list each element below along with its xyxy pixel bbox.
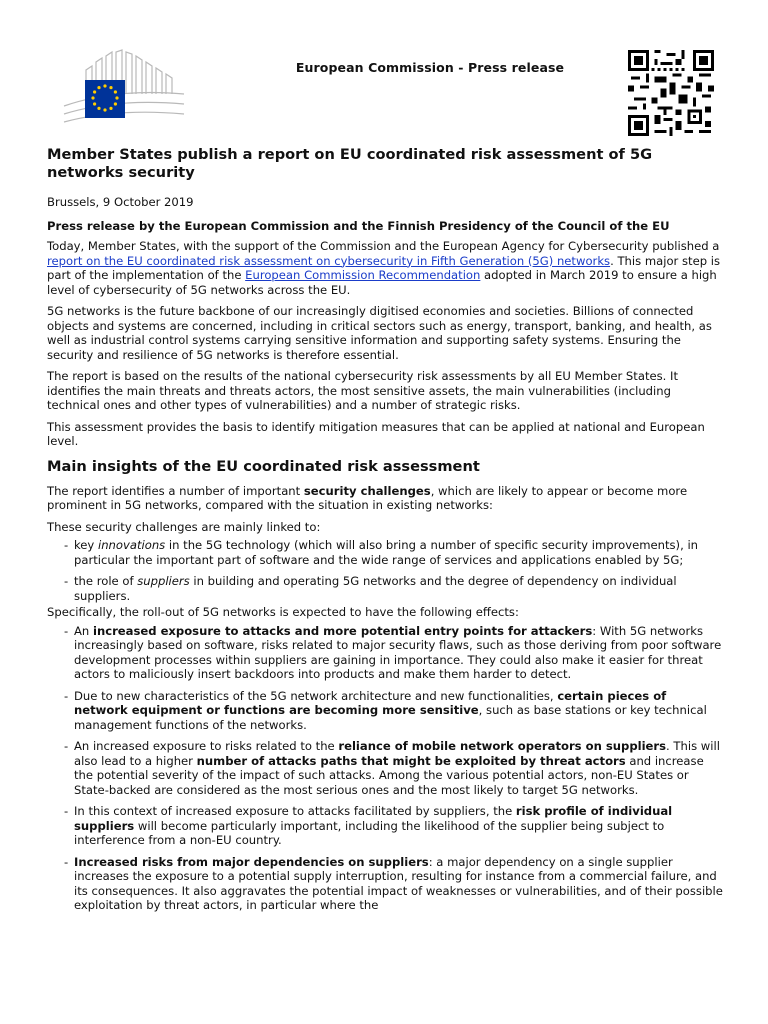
header-title: European Commission - Press release bbox=[295, 60, 565, 75]
paragraph-intro: Today, Member States, with the support of the Commission and the European Agency for Cybersecurity published a report on the EU coordinated risk assessment on cybersecurity in Fifth Generation (5G) networks. This major step is part of the implementation of the European Commission Recommendation adopted in March 2019 to ensure a high level of cybersecurity of 5G networks across the EU. bbox=[47, 239, 721, 297]
section-heading: Main insights of the EU coordinated risk assessment bbox=[47, 457, 480, 475]
paragraph-assessment: This assessment provides the basis to identify mitigation measures that can be applied at national and European level. bbox=[47, 419, 705, 448]
recommendation-link[interactable]: European Commission Recommendation bbox=[245, 268, 481, 282]
paragraph-5g-backbone: 5G networks is the future backbone of our increasingly digitised economies and societies. Billions of connected objects and systems are concerned, including in critical sectors such as energy, transport, banking, and health, as well as industrial control systems carrying sensitive information and supporting safety systems. Ensuring the security and resilience of 5G networks is therefore essential. bbox=[47, 304, 712, 362]
report-link[interactable]: report on the EU coordinated risk assessment on cybersecurity in Fifth Generation (5G) networks bbox=[47, 253, 611, 268]
page-title: Member States publish a report on EU coordinated risk assessment of 5G networks security bbox=[47, 146, 653, 181]
effects-list bbox=[47, 624, 723, 913]
list-item: - Increased risks from major dependencies on suppliers: a major dependency on a single supplier increases the exposure to a potential supply interruption, resulting for instance from a commercial failure, and its consequences. It also aggravates the potential impact of weaknesses or vulnerabilities, and of their possible exploitation by threat actors, in particular where the bbox=[64, 854, 723, 912]
list-item: - In this context of increased exposure to attacks facilitated by suppliers, the risk profile of individual suppliers will become particularly important, including the likelihood of the supplier being subject to interference from a non-EU country. bbox=[64, 804, 673, 847]
article-body bbox=[47, 146, 723, 913]
list-item: - An increased exposure to risks related to the reliance of mobile network operators on suppliers. This will also lead to a higher number of attacks paths that might be exploited by threat actors and increase the potential severity of the impact of such attacks. Among the various potential actors, non-EU States or State-backed are considered as the most serious ones and the most likely to target 5G networks. bbox=[64, 739, 720, 797]
list-item: - key innovations in the 5G technology (which will also bring a number of specific security improvements), in particular the important part of software and the wide range of services and applications enabled by 5G; bbox=[64, 538, 699, 567]
paragraph-security-challenges: The report identifies a number of important security challenges, which are likely to appear or become more prominent in 5G networks, compared with the situation in existing networks: bbox=[47, 483, 688, 512]
dateline: Brussels, 9 October 2019 bbox=[47, 195, 194, 209]
paragraph-report-basis: The report is based on the results of the national cybersecurity risk assessments by all EU Member States. It identifies the main threats and threats actors, the most sensitive assets, the main vulnerabilities (including technical ones and other types of vulnerabilities) and a number of strategic risks. bbox=[47, 369, 678, 412]
list-item: - the role of suppliers in building and operating 5G networks and the degree of dependency on individual suppliers. bbox=[64, 574, 677, 603]
list-item: - Due to new characteristics of the 5G network architecture and new functionalities, certain pieces of network equipment or functions are becoming more sensitive, such as base stations or key technical management functions of the networks. bbox=[64, 688, 707, 732]
challenges-list bbox=[47, 538, 723, 603]
paragraph-effects: Specifically, the roll-out of 5G networks is expected to have the following effects: bbox=[47, 605, 519, 619]
paragraph-linked-to: These security challenges are mainly linked to: bbox=[47, 519, 321, 534]
list-item: - An increased exposure to attacks and more potential entry points for attackers: With 5G networks increasingly based on software, risks related to major security flaws, such as those deriving from poor software development processes within suppliers are gaining in importance. They could also make it easier for threat actors to maliciously insert backdoors into products and make them harder to detect. bbox=[64, 623, 722, 681]
qr-code-icon[interactable] bbox=[628, 50, 714, 136]
european-commission-logo bbox=[56, 48, 186, 130]
press-release-subtitle: Press release by the European Commission and the Finnish Presidency of the Council of the EU bbox=[47, 218, 670, 233]
